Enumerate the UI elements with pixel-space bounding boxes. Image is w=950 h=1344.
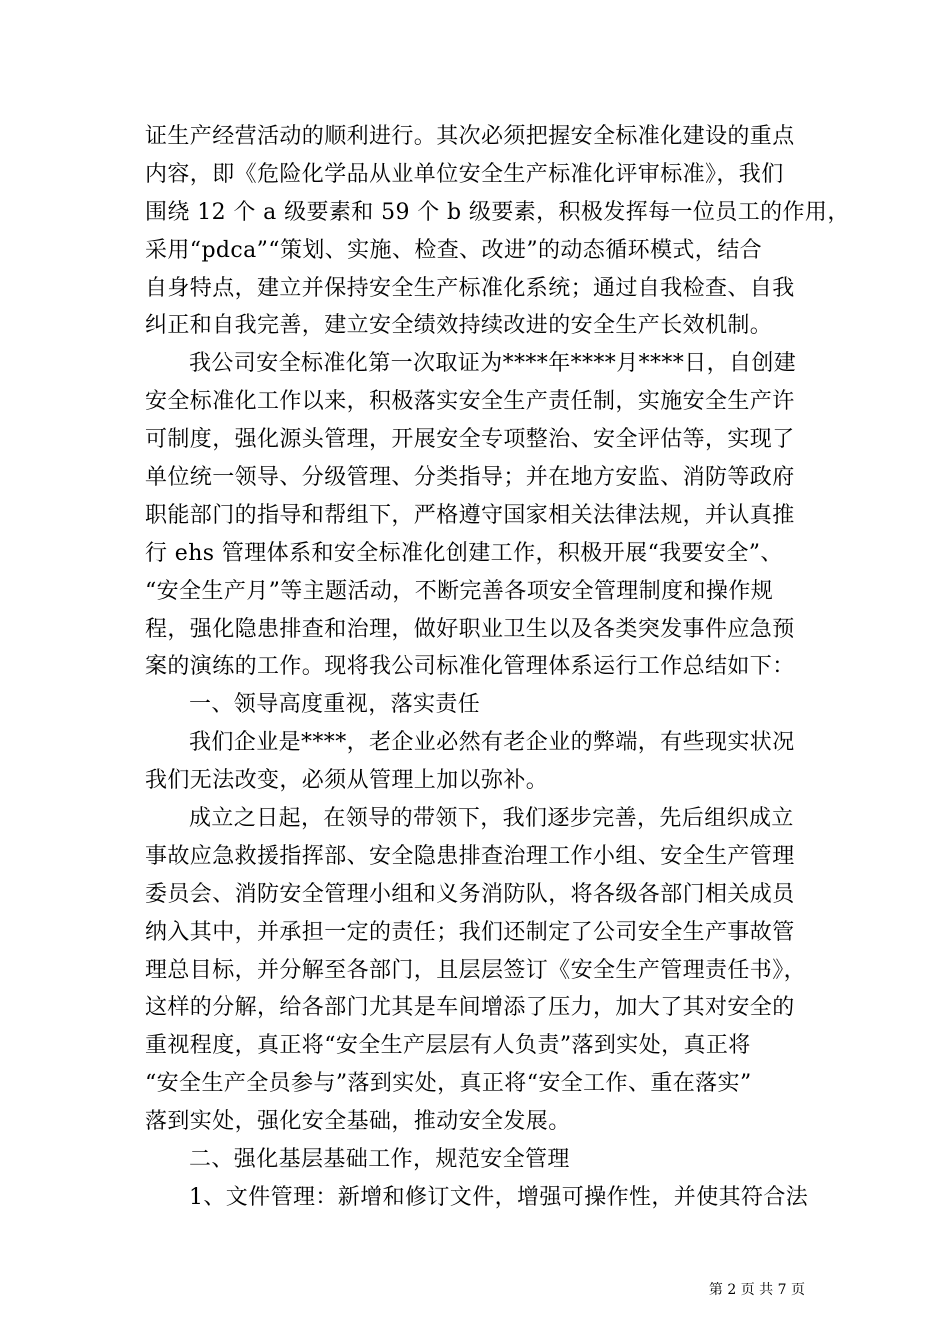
text-line: “安全生产月”等主题活动，不断完善各项安全管理制度和操作规 — [145, 578, 774, 604]
text-line: 纠正和自我完善，建立安全绩效持续改进的安全生产长效机制。 — [145, 313, 773, 339]
document-body — [145, 118, 850, 1217]
text-line: 我公司安全标准化第一次取证为****年****月****日，自创建 — [189, 351, 797, 377]
text-line: 纳入其中，并承担一定的责任；我们还制定了公司安全生产事故管 — [145, 919, 795, 945]
text-line: 安全标准化工作以来，积极落实安全生产责任制，实施安全生产许 — [145, 389, 795, 415]
paragraph — [145, 724, 805, 800]
text-line: 重视程度，真正将“安全生产层层有人负责”落到实处，真正将 — [145, 1033, 751, 1059]
text-line: “安全生产全员参与”落到实处，真正将“安全工作、重在落实” — [145, 1071, 752, 1097]
text-line: 落到实处，强化安全基础，推动安全发展。 — [145, 1109, 571, 1135]
text-line: 采用“pdca”“策划、实施、检查、改进”的动态循环模式，结合 — [145, 237, 762, 263]
text-line: 委员会、消防安全管理小组和义务消防队，将各级各部门相关成员 — [145, 881, 795, 907]
paragraph — [145, 1179, 809, 1217]
text-line: 行 ehs 管理体系和安全标准化创建工作，积极开展“我要安全”、 — [145, 540, 783, 566]
text-line: 理总目标，并分解至各部门，且层层签订《安全生产管理责任书》， — [145, 957, 807, 983]
text-line: 1、文件管理：新增和修订文件，增强可操作性，并使其符合法 — [189, 1184, 809, 1210]
text-line: 内容，即《危险化学品从业单位安全生产标准化评审标准》，我们 — [145, 161, 784, 187]
text-line: 围绕 12 个 a 级要素和 59 个 b 级要素，积极发挥每一位员工的作用， — [145, 199, 850, 225]
section-heading: 一、领导高度重视，落实责任 — [189, 692, 481, 718]
text-line: 程，强化隐患排查和治理，做好职业卫生以及各类突发事件应急预 — [145, 616, 795, 642]
paragraph — [145, 345, 805, 686]
text-line: 可制度，强化源头管理，开展安全专项整治、安全评估等，实现了 — [145, 427, 795, 453]
text-line: 成立之日起，在领导的带领下，我们逐步完善，先后组织成立 — [189, 806, 794, 832]
section-heading: 二、强化基层基础工作，规范安全管理 — [189, 1147, 570, 1173]
text-line: 自身特点，建立并保持安全生产标准化系统；通过自我检查、自我 — [145, 275, 795, 301]
paragraph — [145, 118, 850, 345]
text-line: 单位统一领导、分级管理、分类指导；并在地方安监、消防等政府 — [145, 465, 795, 491]
text-line: 我们无法改变，必须从管理上加以弥补。 — [145, 768, 549, 794]
text-line: 案的演练的工作。现将我公司标准化管理体系运行工作总结如下： — [145, 654, 795, 680]
paragraph — [145, 800, 805, 1141]
text-line: 事故应急救援指挥部、安全隐患排查治理工作小组、安全生产管理 — [145, 843, 795, 869]
text-line: 职能部门的指导和帮组下，严格遵守国家相关法律法规，并认真推 — [145, 502, 795, 528]
text-line: 证生产经营活动的顺利进行。其次必须把握安全标准化建设的重点 — [145, 124, 795, 149]
text-line: 这样的分解，给各部门尤其是车间增添了压力，加大了其对安全的 — [145, 995, 795, 1021]
page-number: 第 2 页 共 7 页 — [708, 1282, 805, 1298]
text-line: 我们企业是****，老企业必然有老企业的弊端，有些现实状况 — [189, 730, 795, 756]
